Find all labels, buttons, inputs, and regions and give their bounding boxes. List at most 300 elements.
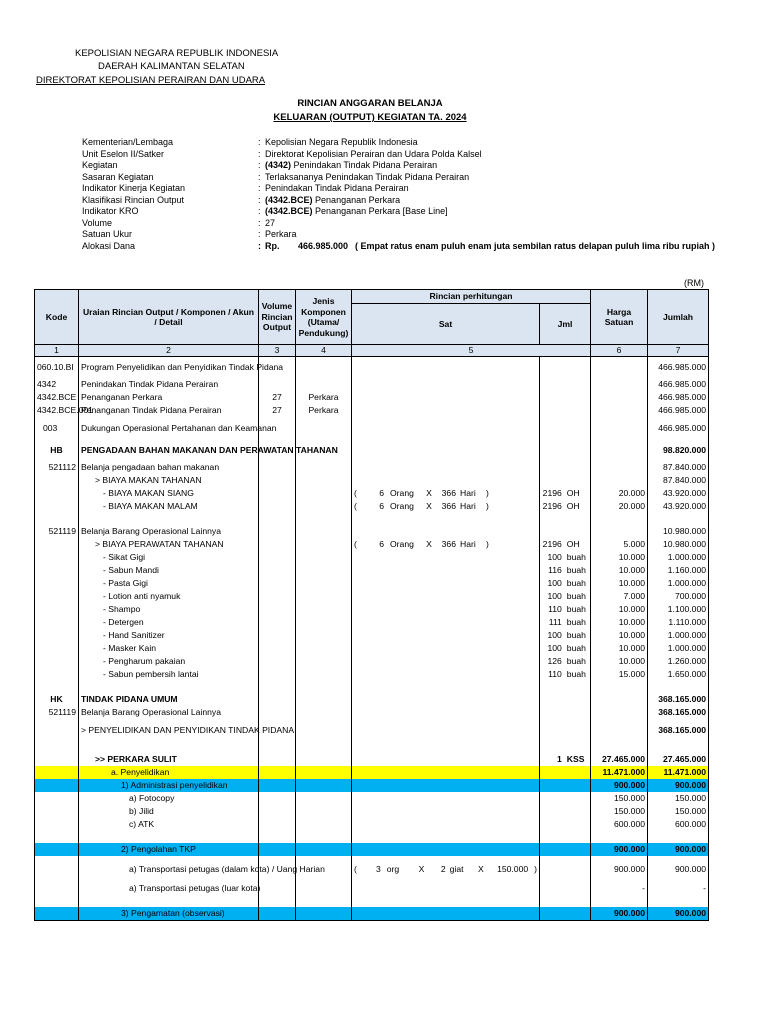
meta-value-text: Penindakan Tindak Pidana Perairan	[265, 183, 409, 193]
table-row	[35, 907, 709, 920]
cell-sat	[352, 439, 540, 461]
jml-value	[542, 552, 588, 563]
cell-kode: HB	[35, 439, 79, 461]
header-jenis: Jenis Komponen (Utama/ Pendukung)	[296, 290, 352, 345]
cell-jumlah: 900.000	[648, 779, 709, 792]
cell-sat	[352, 831, 540, 843]
meta-value-text: Direktorat Kepolisian Perairan dan Udara Polda Kalsel	[265, 148, 482, 159]
table-row	[35, 706, 709, 719]
cell-harga: 10.000	[591, 616, 648, 629]
cell-uraian: - Sabun pembersih lantai	[79, 668, 259, 681]
cell-kode: 521119	[35, 525, 79, 538]
cell-jenis	[296, 513, 352, 525]
paren-open: (	[354, 488, 357, 499]
cell-jml	[540, 564, 591, 577]
cell-uraian: a) Transportasi petugas (dalam kota) / Uang Harian	[79, 856, 259, 882]
table-row	[35, 753, 709, 766]
cell-jenis	[296, 577, 352, 590]
paren-close: )	[486, 501, 489, 512]
cell-harga	[591, 741, 648, 753]
calc-qty-1: 6	[379, 488, 384, 499]
header-jml: Jml	[540, 304, 591, 345]
table-row	[35, 843, 709, 856]
cell-volume	[259, 655, 296, 668]
calc-qty-1: 3	[375, 863, 381, 874]
cell-uraian: - BIAYA MAKAN MALAM	[79, 500, 259, 513]
cell-jenis	[296, 417, 352, 439]
jml-value	[542, 578, 588, 589]
cell-sat	[352, 590, 540, 603]
header-rincian: Rincian perhitungan	[352, 290, 591, 304]
calc-unit-1: Orang	[390, 488, 414, 499]
cell-jumlah: 466.985.000	[648, 417, 709, 439]
cell-sat	[352, 538, 540, 551]
spacer-row	[35, 831, 709, 843]
cell-jenis	[296, 629, 352, 642]
cell-volume	[259, 895, 296, 907]
jml-value	[542, 617, 588, 628]
cell-kode: 4342.BCE.001	[35, 404, 79, 417]
cell-jenis	[296, 603, 352, 616]
cell-harga: 900.000	[591, 843, 648, 856]
cell-jenis	[296, 487, 352, 500]
spacer-row	[35, 895, 709, 907]
cell-jumlah: 1.100.000	[648, 603, 709, 616]
cell-kode	[35, 779, 79, 792]
calc-times: X	[426, 539, 432, 550]
cell-sat	[352, 706, 540, 719]
table-row	[35, 629, 709, 642]
cell-sat	[352, 603, 540, 616]
cell-sat	[352, 818, 540, 831]
cell-harga: 150.000	[591, 792, 648, 805]
cell-kode	[35, 882, 79, 895]
table-row	[35, 461, 709, 474]
cell-volume	[259, 792, 296, 805]
meta-key: Satuan Ukur	[82, 229, 133, 239]
meta-value	[265, 229, 297, 241]
cell-harga: 600.000	[591, 818, 648, 831]
calc-formula	[354, 864, 537, 875]
cell-volume	[259, 616, 296, 629]
cell-kode	[35, 500, 79, 513]
table-row	[35, 805, 709, 818]
cell-jumlah: 1.000.000	[648, 551, 709, 564]
cell-jumlah: 10.980.000	[648, 525, 709, 538]
spacer-row	[35, 741, 709, 753]
calc-unit-1: Orang	[390, 501, 414, 512]
cell-volume	[259, 474, 296, 487]
cell-sat	[352, 655, 540, 668]
jml-value	[542, 656, 588, 667]
cell-jml	[540, 779, 591, 792]
cell-kode	[35, 655, 79, 668]
cell-jml	[540, 551, 591, 564]
table-row	[35, 551, 709, 564]
cell-jenis	[296, 616, 352, 629]
calc-formula	[354, 501, 537, 512]
cell-harga	[591, 461, 648, 474]
cell-harga: 10.000	[591, 629, 648, 642]
cell-sat	[352, 792, 540, 805]
cell-jumlah: 466.985.000	[648, 356, 709, 378]
cell-kode	[35, 681, 79, 693]
cell-jml	[540, 668, 591, 681]
jml-unit: buah	[566, 604, 586, 615]
cell-uraian: c) ATK	[79, 818, 259, 831]
cell-kode	[35, 907, 79, 920]
cell-uraian: - Sabun Mandi	[79, 564, 259, 577]
meta-key: Kegiatan	[82, 160, 118, 170]
table-row	[35, 792, 709, 805]
cell-uraian: Penanganan Tindak Pidana Perairan	[79, 404, 259, 417]
cell-uraian: TINDAK PIDANA UMUM	[79, 693, 259, 706]
cell-jenis	[296, 792, 352, 805]
cell-jml	[540, 719, 591, 741]
jml-value	[542, 539, 588, 550]
cell-sat	[352, 753, 540, 766]
table-row	[35, 474, 709, 487]
cell-jenis	[296, 805, 352, 818]
jml-unit: buah	[566, 617, 586, 628]
cell-harga	[591, 719, 648, 741]
column-number: 5	[352, 345, 591, 357]
header-uraian: Uraian Rincian Output / Komponen / Akun / Detail	[79, 290, 259, 345]
cell-harga: 20.000	[591, 487, 648, 500]
jml-value	[542, 501, 588, 512]
cell-jumlah: 700.000	[648, 590, 709, 603]
cell-uraian: Penindakan Tindak Pidana Perairan	[79, 378, 259, 391]
cell-volume	[259, 843, 296, 856]
cell-jumlah: 98.820.000	[648, 439, 709, 461]
jml-number: 1	[557, 754, 562, 765]
cell-kode	[35, 895, 79, 907]
cell-jumlah	[648, 681, 709, 693]
table-row	[35, 391, 709, 404]
meta-key: Unit Eselon II/Satker	[82, 148, 165, 159]
meta-code: (4342)	[265, 160, 292, 170]
paren-close: )	[486, 539, 489, 550]
calc-times: X	[426, 488, 432, 499]
cell-jenis	[296, 474, 352, 487]
cell-jenis: Perkara	[296, 404, 352, 417]
cell-uraian: - Pasta Gigi	[79, 577, 259, 590]
cell-kode	[35, 603, 79, 616]
cell-volume	[259, 642, 296, 655]
column-number: 2	[79, 345, 259, 357]
cell-sat	[352, 391, 540, 404]
cell-sat	[352, 577, 540, 590]
column-number: 6	[591, 345, 648, 357]
calc-unit-2: Hari	[460, 488, 476, 499]
cell-jml	[540, 417, 591, 439]
table-row	[35, 818, 709, 831]
cell-jumlah: 466.985.000	[648, 404, 709, 417]
cell-kode	[35, 629, 79, 642]
cell-uraian: b) Jilid	[79, 805, 259, 818]
table-row	[35, 564, 709, 577]
calc-qty-2: 366	[441, 488, 456, 499]
jml-value	[542, 565, 588, 576]
cell-volume	[259, 603, 296, 616]
cell-uraian: 2) Pengolahan TKP	[79, 843, 259, 856]
cell-jumlah: 1.260.000	[648, 655, 709, 668]
table-row	[35, 590, 709, 603]
cell-volume	[259, 805, 296, 818]
header-kode: Kode	[35, 290, 79, 345]
cell-jenis	[296, 356, 352, 378]
cell-jenis	[296, 741, 352, 753]
cell-jml	[540, 907, 591, 920]
meta-colon: :	[258, 160, 261, 170]
cell-volume	[259, 831, 296, 843]
cell-volume	[259, 378, 296, 391]
meta-code: (4342.BCE)	[265, 194, 313, 205]
cell-uraian: Program Penyelidikan dan Penyidikan Tindak Pidana	[79, 356, 259, 378]
jml-number: 100	[547, 630, 562, 641]
cell-harga	[591, 525, 648, 538]
table-row	[35, 356, 709, 378]
cell-jml	[540, 693, 591, 706]
cell-harga: -	[591, 882, 648, 895]
spacer-row	[35, 513, 709, 525]
cell-sat	[352, 741, 540, 753]
table-row	[35, 766, 709, 779]
cell-sat	[352, 805, 540, 818]
cell-harga: 10.000	[591, 551, 648, 564]
table-row	[35, 603, 709, 616]
header-sat: Sat	[352, 304, 540, 345]
cell-uraian	[79, 513, 259, 525]
paren-open: (	[354, 501, 357, 512]
meta-value	[265, 195, 400, 207]
table-row	[35, 779, 709, 792]
cell-harga	[591, 474, 648, 487]
cell-jenis	[296, 681, 352, 693]
cell-kode	[35, 668, 79, 681]
column-number: 4	[296, 345, 352, 357]
cell-kode	[35, 564, 79, 577]
cell-sat	[352, 513, 540, 525]
cell-jumlah: 368.165.000	[648, 706, 709, 719]
cell-jml	[540, 895, 591, 907]
cell-volume	[259, 706, 296, 719]
cell-volume: 27	[259, 391, 296, 404]
meta-value-text: Terlaksananya Penindakan Tindak Pidana Perairan	[265, 171, 470, 182]
meta-value	[265, 160, 437, 172]
meta-colon: :	[258, 206, 261, 216]
cell-jml	[540, 843, 591, 856]
cell-sat	[352, 404, 540, 417]
jml-unit: buah	[566, 643, 586, 654]
cell-jml	[540, 404, 591, 417]
cell-kode	[35, 719, 79, 741]
cell-jumlah: 466.985.000	[648, 391, 709, 404]
cell-jenis	[296, 378, 352, 391]
cell-volume	[259, 741, 296, 753]
cell-jml	[540, 356, 591, 378]
cell-jumlah: 368.165.000	[648, 693, 709, 706]
cell-jenis	[296, 538, 352, 551]
table-row	[35, 538, 709, 551]
cell-volume	[259, 753, 296, 766]
cell-volume	[259, 668, 296, 681]
cell-jumlah: 600.000	[648, 818, 709, 831]
cell-jml	[540, 706, 591, 719]
cell-harga	[591, 404, 648, 417]
cell-uraian: 1) Administrasi penyelidikan	[79, 779, 259, 792]
cell-volume	[259, 577, 296, 590]
jml-value	[542, 630, 588, 641]
calc-unit-2: Hari	[460, 501, 476, 512]
cell-sat	[352, 642, 540, 655]
cell-jumlah	[648, 831, 709, 843]
cell-harga: 15.000	[591, 668, 648, 681]
table-row	[35, 404, 709, 417]
cell-uraian: a) Fotocopy	[79, 792, 259, 805]
cell-uraian	[79, 681, 259, 693]
meta-key: Sasaran Kegiatan	[82, 171, 154, 182]
cell-sat	[352, 551, 540, 564]
cell-jml	[540, 856, 591, 882]
cell-uraian: 3) Pengamatan (observasi)	[79, 907, 259, 920]
cell-jumlah: 150.000	[648, 805, 709, 818]
cell-jenis	[296, 766, 352, 779]
cell-jumlah: 87.840.000	[648, 461, 709, 474]
jml-value	[542, 669, 588, 680]
table-row	[35, 882, 709, 895]
meta-colon: :	[258, 229, 261, 239]
cell-jenis	[296, 843, 352, 856]
jml-number: 126	[547, 656, 562, 667]
cell-harga: 10.000	[591, 577, 648, 590]
alokasi-key: Alokasi Dana	[82, 240, 136, 251]
calc-qty-2: 366	[441, 539, 456, 550]
cell-sat	[352, 417, 540, 439]
cell-kode	[35, 818, 79, 831]
cell-volume	[259, 693, 296, 706]
cell-jumlah	[648, 513, 709, 525]
cell-jumlah: 900.000	[648, 907, 709, 920]
jml-number: 2196	[542, 488, 562, 499]
cell-harga	[591, 831, 648, 843]
calc-qty-1: 6	[379, 501, 384, 512]
meta-colon: :	[258, 217, 261, 228]
cell-jml	[540, 629, 591, 642]
cell-harga	[591, 693, 648, 706]
cell-uraian: > PENYELIDIKAN DAN PENYIDIKAN TINDAK PIDANA	[79, 719, 259, 741]
table-row	[35, 417, 709, 439]
cell-harga: 20.000	[591, 500, 648, 513]
jml-number: 100	[547, 643, 562, 654]
cell-uraian: > BIAYA MAKAN TAHANAN	[79, 474, 259, 487]
jml-number: 100	[547, 591, 562, 602]
cell-kode	[35, 843, 79, 856]
meta-key: Klasifikasi Rincian Output	[82, 194, 185, 205]
cell-kode	[35, 766, 79, 779]
cell-uraian: Belanja Barang Operasional Lainnya	[79, 706, 259, 719]
calc-qty-2: 366	[441, 501, 456, 512]
cell-uraian: Penanganan Perkara	[79, 391, 259, 404]
cell-sat	[352, 500, 540, 513]
cell-harga: 10.000	[591, 603, 648, 616]
jml-unit: buah	[566, 656, 586, 667]
jml-unit: buah	[566, 669, 586, 680]
cell-uraian: - Shampo	[79, 603, 259, 616]
cell-jml	[540, 741, 591, 753]
currency-note: (RM)	[684, 278, 704, 288]
cell-jenis	[296, 564, 352, 577]
cell-kode	[35, 590, 79, 603]
table-row	[35, 693, 709, 706]
cell-jenis	[296, 882, 352, 895]
table-row	[35, 642, 709, 655]
cell-sat	[352, 895, 540, 907]
cell-volume	[259, 500, 296, 513]
cell-jumlah: 900.000	[648, 843, 709, 856]
org-line-3: DIREKTORAT KEPOLISIAN PERAIRAN DAN UDARA	[36, 75, 266, 86]
cell-uraian: Dukungan Operasional Pertahanan dan Keamanan	[79, 417, 259, 439]
cell-volume: 27	[259, 404, 296, 417]
cell-jumlah: 150.000	[648, 792, 709, 805]
cell-sat	[352, 779, 540, 792]
cell-harga	[591, 706, 648, 719]
cell-harga	[591, 895, 648, 907]
cell-jml	[540, 538, 591, 551]
jml-number: 2196	[542, 501, 562, 512]
cell-harga	[591, 378, 648, 391]
cell-jml	[540, 500, 591, 513]
cell-uraian: - Lotion anti nyamuk	[79, 590, 259, 603]
meta-value-text: Perkara	[265, 229, 297, 239]
cell-sat	[352, 487, 540, 500]
cell-jumlah: 43.920.000	[648, 500, 709, 513]
calc-extra: 150.000	[497, 863, 529, 874]
paren-close: )	[534, 863, 538, 874]
table-row	[35, 719, 709, 741]
cell-jml	[540, 753, 591, 766]
cell-kode	[35, 616, 79, 629]
document-title: RINCIAN ANGGARAN BELANJA	[297, 98, 443, 109]
paren-open: (	[354, 863, 357, 874]
cell-kode: 521112	[35, 461, 79, 474]
meta-value-text: Kepolisian Negara Republik Indonesia	[265, 137, 418, 147]
cell-jenis	[296, 655, 352, 668]
table-row	[35, 500, 709, 513]
cell-kode	[35, 792, 79, 805]
cell-jml	[540, 439, 591, 461]
cell-jml	[540, 805, 591, 818]
spacer-row	[35, 681, 709, 693]
cell-harga	[591, 417, 648, 439]
meta-colon: :	[258, 194, 261, 205]
cell-sat	[352, 719, 540, 741]
jml-value	[542, 591, 588, 602]
cell-jenis	[296, 719, 352, 741]
cell-harga	[591, 513, 648, 525]
cell-volume	[259, 907, 296, 920]
cell-harga	[591, 681, 648, 693]
table-row	[35, 487, 709, 500]
cell-volume	[259, 487, 296, 500]
cell-kode	[35, 831, 79, 843]
meta-code: (4342.BCE)	[265, 206, 313, 216]
cell-kode: 003	[35, 417, 79, 439]
cell-sat	[352, 525, 540, 538]
cell-uraian: - Masker Kain	[79, 642, 259, 655]
cell-uraian	[79, 895, 259, 907]
calc-unit-2: Hari	[460, 539, 476, 550]
